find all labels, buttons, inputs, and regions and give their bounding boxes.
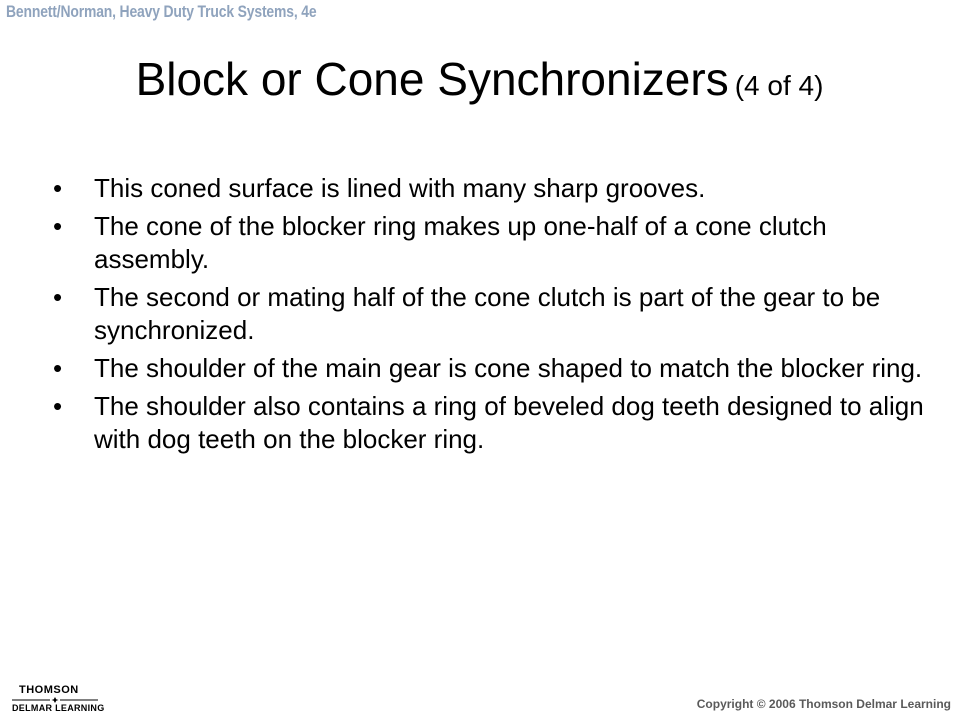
bullet-dot-icon: •	[53, 391, 63, 421]
logo-line-thomson: THOMSON	[19, 684, 79, 696]
logo-line-delmar: DELMAR LEARNING	[12, 703, 105, 713]
bullet-dot-icon: •	[53, 211, 63, 241]
bullet-item	[53, 172, 933, 205]
thomson-delmar-logo	[12, 684, 104, 716]
bullet-dot-icon: •	[53, 353, 63, 383]
book-title-header: Bennett/Norman, Heavy Duty Truck Systems, 4e	[6, 2, 317, 21]
bullet-text: The shoulder also contains a ring of beveled dog teeth designed to align with dog teeth on the blocker ring.	[94, 391, 924, 454]
bullet-item	[53, 390, 933, 456]
bullet-text: The shoulder of the main gear is cone shaped to match the blocker ring.	[94, 353, 923, 383]
bullet-item	[53, 281, 933, 347]
bullet-text: The second or mating half of the cone clutch is part of the gear to be synchronized.	[94, 282, 881, 345]
bullet-item	[53, 210, 933, 276]
slide-title-main: Block or Cone Synchronizers	[135, 53, 729, 105]
copyright-notice: Copyright © 2006 Thomson Delmar Learning	[696, 697, 951, 711]
slide-title	[0, 52, 959, 106]
bullet-dot-icon: •	[53, 282, 63, 312]
bullet-item	[53, 352, 933, 385]
bullet-dot-icon: •	[53, 173, 63, 203]
slide-title-suffix: (4 of 4)	[734, 70, 824, 101]
bullet-text: This coned surface is lined with many sharp grooves.	[94, 173, 706, 203]
bullet-list	[53, 172, 933, 461]
bullet-text: The cone of the blocker ring makes up one-half of a cone clutch assembly.	[94, 211, 827, 274]
